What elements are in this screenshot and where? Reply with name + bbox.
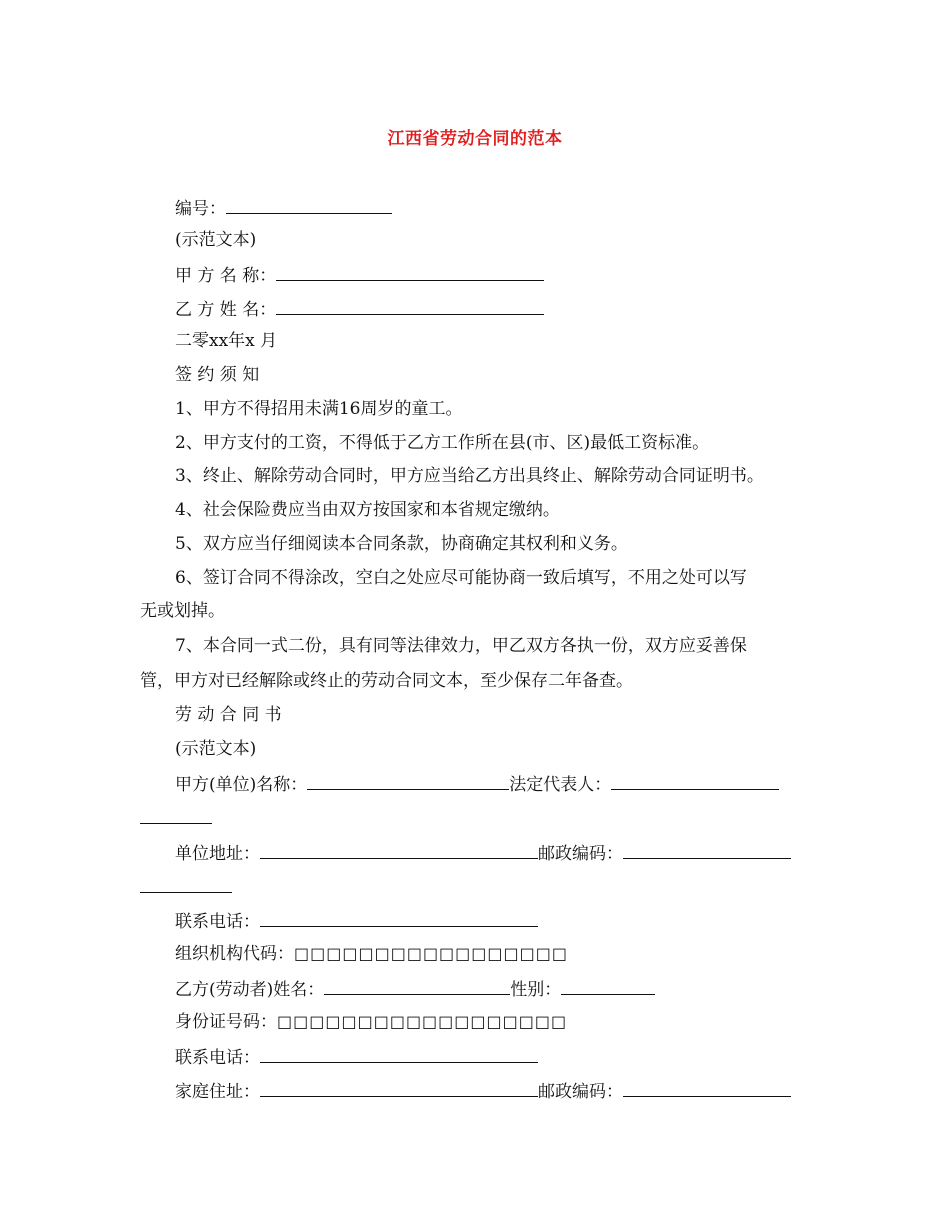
employer-address-row <box>175 841 791 865</box>
employer-address-label: 单位地址： <box>175 844 260 864</box>
employee-name-row <box>175 977 655 1001</box>
home-address-row <box>175 1079 791 1103</box>
party-b-name-field <box>175 297 544 321</box>
notice-item-2: 2、甲方支付的工资，不得低于乙方工作所在县(市、区)最低工资标准。 <box>175 433 710 453</box>
party-b-name-label: 乙 方 姓 名： <box>175 300 277 320</box>
id-number-row <box>175 1011 567 1033</box>
gender-blank[interactable] <box>561 977 655 995</box>
notice-item-6-cont: 无或划掉。 <box>140 601 225 621</box>
employer-name-blank[interactable] <box>307 772 509 790</box>
notice-item-6: 6、签订合同不得涂改，空白之处应尽可能协商一致后填写，不用之处可以写 <box>175 568 747 588</box>
sample-text-2: (示范文本) <box>175 739 257 759</box>
id-number-label: 身份证号码： <box>175 1012 277 1032</box>
phone-row <box>175 909 538 933</box>
phone-row-2 <box>175 1045 538 1069</box>
phone-label: 联系电话： <box>175 912 260 932</box>
postal-code-blank-cont-row <box>140 875 232 899</box>
legal-rep-label: 法定代表人： <box>509 775 612 795</box>
org-code-row <box>175 943 568 965</box>
phone-blank[interactable] <box>260 909 538 927</box>
org-code-boxes[interactable]: □□□□□□□□□□□□□□□□□ <box>294 944 568 963</box>
legal-rep-blank-cont[interactable] <box>140 806 212 824</box>
party-a-name-label: 甲 方 名 称： <box>175 266 277 286</box>
notice-item-3: 3、终止、解除劳动合同时，甲方应当给乙方出具终止、解除劳动合同证明书。 <box>175 466 764 486</box>
notice-heading: 签 约 须 知 <box>175 365 260 385</box>
notice-item-7-cont: 管，甲方对已经解除或终止的劳动合同文本，至少保存二年备查。 <box>140 671 633 691</box>
contract-heading: 劳 动 合 同 书 <box>175 705 282 725</box>
notice-item-5: 5、双方应当仔细阅读本合同条款，协商确定其权利和义务。 <box>175 534 628 554</box>
notice-item-1: 1、甲方不得招用未满16周岁的童工。 <box>175 399 463 419</box>
postal-code-blank-cont[interactable] <box>140 875 232 893</box>
home-address-label: 家庭住址： <box>175 1082 260 1102</box>
postal-code-blank-2[interactable] <box>623 1079 791 1097</box>
org-code-label: 组织机构代码： <box>175 944 294 964</box>
employer-name-row <box>175 772 779 796</box>
number-field <box>175 196 392 220</box>
notice-item-7: 7、本合同一式二份，具有同等法律效力，甲乙双方各执一份，双方应妥善保 <box>175 636 747 656</box>
legal-rep-blank[interactable] <box>611 772 779 790</box>
postal-code-label: 邮政编码： <box>538 844 623 864</box>
party-a-name-blank[interactable] <box>276 263 544 281</box>
legal-rep-blank-cont-row <box>140 806 212 830</box>
number-blank[interactable] <box>226 196 392 214</box>
postal-code-label-2: 邮政编码： <box>538 1082 623 1102</box>
employer-name-label: 甲方(单位)名称： <box>175 775 308 795</box>
employee-name-label: 乙方(劳动者)姓名： <box>175 980 325 1000</box>
phone-label-2: 联系电话： <box>175 1048 260 1068</box>
home-address-blank[interactable] <box>260 1079 538 1097</box>
party-a-name-field <box>175 263 544 287</box>
date-line: 二零xx年x 月 <box>175 331 278 351</box>
document-title: 江西省劳动合同的范本 <box>387 129 563 149</box>
gender-label: 性别： <box>510 980 562 1000</box>
party-b-name-blank[interactable] <box>276 297 544 315</box>
number-label: 编号： <box>175 199 226 219</box>
employee-name-blank[interactable] <box>324 977 510 995</box>
employer-address-blank[interactable] <box>260 841 538 859</box>
postal-code-blank[interactable] <box>623 841 791 859</box>
id-number-boxes[interactable]: □□□□□□□□□□□□□□□□□□ <box>277 1012 568 1031</box>
notice-item-4: 4、社会保险费应当由双方按国家和本省规定缴纳。 <box>175 500 560 520</box>
phone-blank-2[interactable] <box>260 1045 538 1063</box>
sample-text-1: (示范文本) <box>175 230 257 250</box>
